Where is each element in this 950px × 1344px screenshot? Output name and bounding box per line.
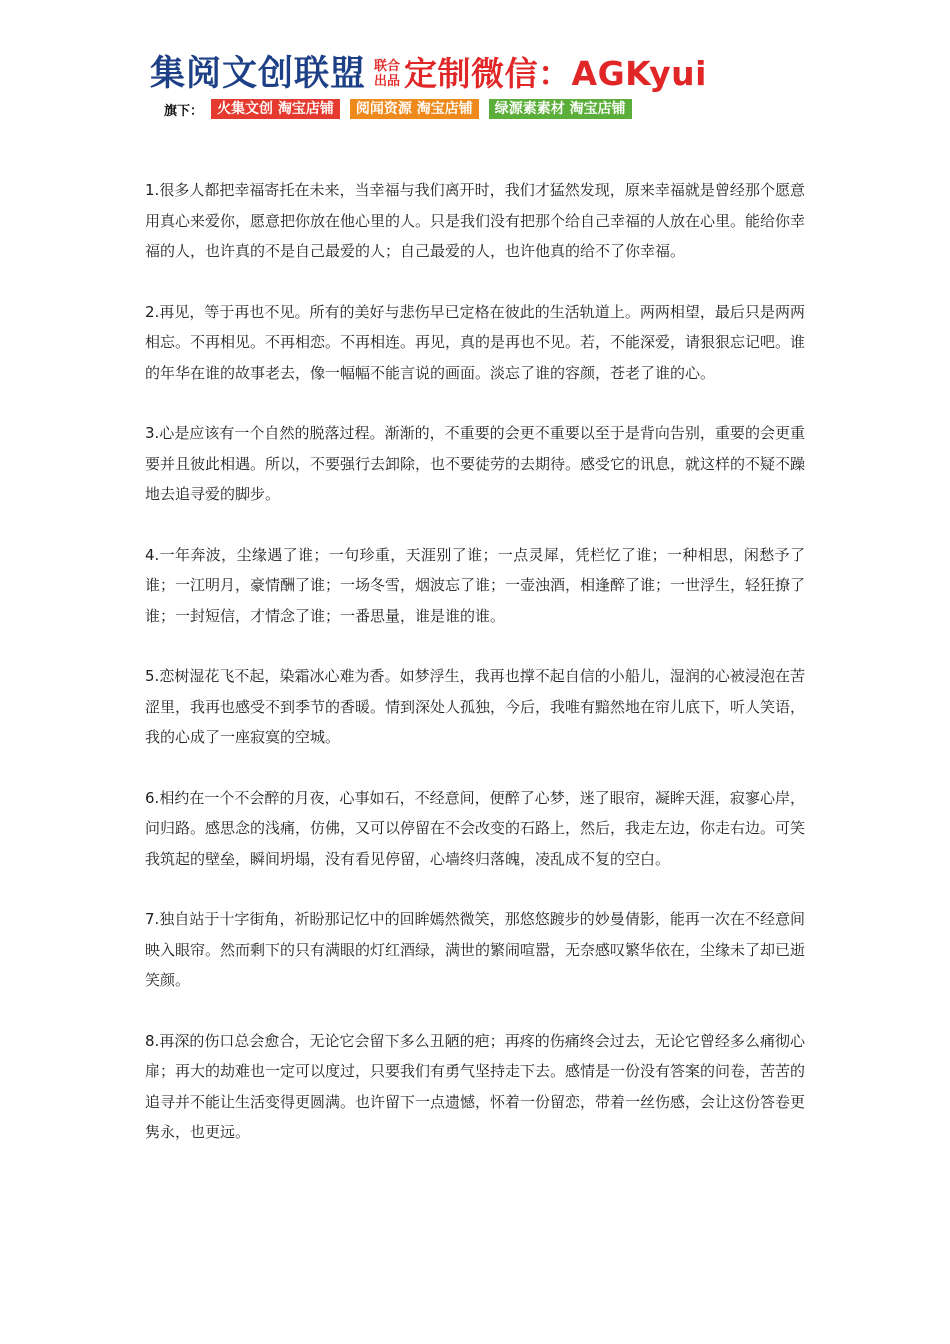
banner-title-row [150,52,707,96]
paragraph-7: 7.独自站于十字街角，祈盼那记忆中的回眸嫣然微笑，那悠悠踱步的妙曼倩影，能再一次在不经意间映入眼帘。然而剩下的只有满眼的灯红酒绿，满世的繁闹喧嚣，无奈感叹繁华依在，尘缘未了却已逝笑颜。 [145,910,806,989]
paragraph-2: 2.再见，等于再也不见。所有的美好与悲伤早已定格在彼此的生活轨道上。两两相望，最后只是两两相忘。不再相见。不再相恋。不再相连。再见，真的是再也不见。若，不能深爱，请狠狠忘记吧。谁的年华在谁的故事老去，像一幅幅不能言说的画面。淡忘了谁的容颜，苍老了谁的心。 [145,302,806,382]
shops-prefix: 旗下： [164,103,204,119]
paragraph-6: 6.相约在一个不会醉的月夜，心事如石，不经意间，便醉了心梦，迷了眼帘，凝眸天涯，寂寥心岸，问归路。感思念的浅痛，仿佛，又可以停留在不会改变的石路上，然后，我走左边，你走右边。可笑我筑起的壁垒，瞬间坍塌，没有看见停留，心墙终归落魄，凌乱成不复的空白。 [145,788,806,868]
joint-line-1: 联合 [374,59,401,74]
shop-badge-huoji: 火集文创 淘宝店铺 [211,99,340,119]
brand-name: 集阅文创联盟 [150,54,367,94]
shop-badge-lvyuan: 绿源素素材 淘宝店铺 [489,99,632,119]
article-body [145,175,805,1178]
banner-shops-row [164,99,632,119]
custom-wechat-label: 定制微信：AGKyui [404,54,707,93]
paragraph-5: 5.恋树湿花飞不起，染霜冰心难为香。如梦浮生，我再也撑不起自信的小船儿，湿润的心被浸泡在苦涩里，我再也感受不到季节的香暖。情到深处人孤独，今后，我唯有黯然地在帘儿底下，听人笑语，我的心成了一座寂寞的空城。 [145,667,806,746]
header-banner [150,52,770,120]
paragraph-1: 1.很多人都把幸福寄托在未来，当幸福与我们离开时，我们才猛然发现，原来幸福就是曾经那个愿意用真心来爱你，愿意把你放在他心里的人。只是我们没有把那个给自己幸福的人放在心里。能给你幸福的人，也许真的不是自己最爱的人；自己最爱的人，也许他真的给不了你幸福。 [145,181,806,260]
paragraph-3: 3.心是应该有一个自然的脱落过程。渐渐的，不重要的会更不重要以至于是背向告别，重要的会更重要并且彼此相遇。所以，不要强行去卸除，也不要徒劳的去期待。感受它的讯息，就这样的不疑不躁地去追寻爱的脚步。 [145,424,806,503]
shop-badge-yuewen: 阅闻资源 淘宝店铺 [350,99,479,119]
joint-production-label [374,59,400,89]
joint-line-2: 出品 [374,74,401,89]
paragraph-8: 8.再深的伤口总会愈合，无论它会留下多么丑陋的疤；再疼的伤痛终会过去，无论它曾经多么痛彻心扉；再大的劫难也一定可以度过，只要我们有勇气坚持走下去。感情是一份没有答案的问卷，苦苦的追寻并不能让生活变得更圆满。也许留下一点遗憾，怀着一份留恋，带着一丝伤感，会让这份答卷更隽永，也更远。 [145,1031,806,1141]
paragraph-4: 4.一年奔波，尘缘遇了谁；一句珍重，天涯别了谁；一点灵犀，凭栏忆了谁；一种相思，闲愁予了谁；一江明月，豪情酬了谁；一场冬雪，烟波忘了谁；一壶浊酒，相逢醉了谁；一世浮生，轻狂撩了谁；一封短信，才情念了谁；一番思量，谁是谁的谁。 [145,545,806,625]
